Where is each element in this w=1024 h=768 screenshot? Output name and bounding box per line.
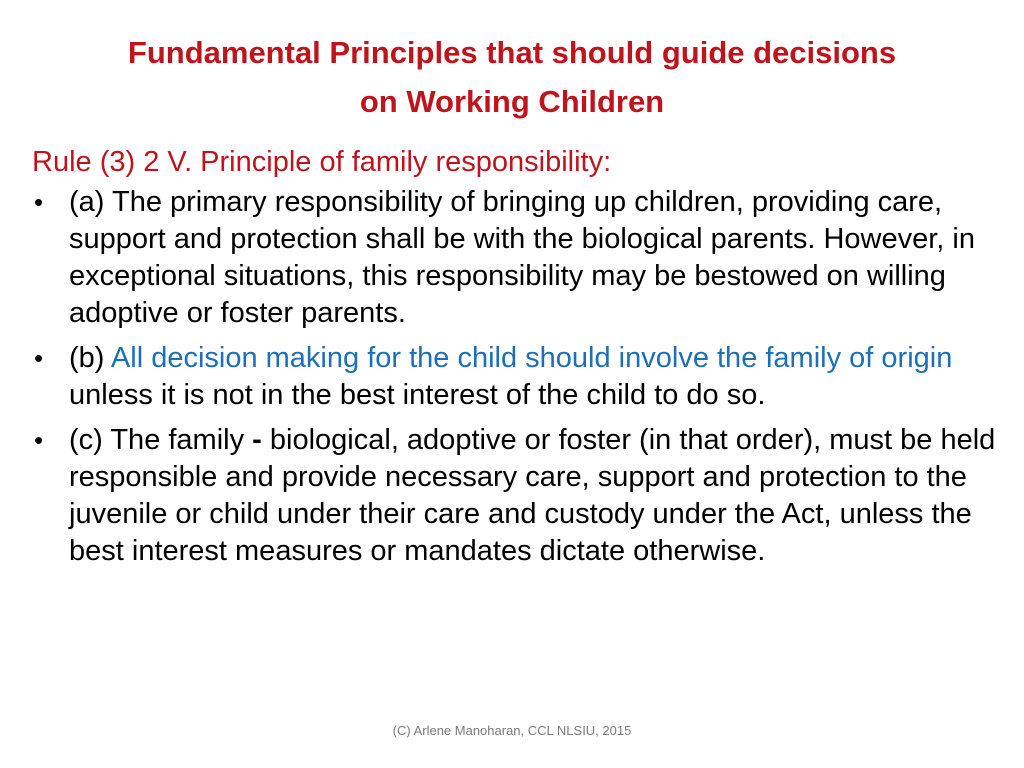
list-item-b-prefix: (b) [69, 342, 111, 374]
list-item-b-highlight: All decision making for the child should involve the family of origin [110, 342, 953, 374]
slide-footer: (C) Arlene Manoharan, CCL NLSIU, 2015 [392, 723, 632, 738]
list-item-a-text: (a) The primary responsibility of bringing up children, providing care, support and protection shall be with the biological parents. However, in exceptional situations, this responsibility may be bestowed on willing adoptive or foster parents. [69, 186, 975, 329]
slide-body [32, 140, 1002, 570]
slide-title-line-2: on Working Children [359, 84, 665, 119]
list-item-b [32, 340, 1002, 414]
bullet-icon: • [34, 425, 44, 455]
slide-title [40, 28, 984, 126]
bullet-icon: • [34, 187, 44, 217]
bullet-icon: • [34, 343, 44, 373]
list-item-c-suffix: biological, adoptive or foster (in that order), must be held responsible and provide necessary care, support and protection to the juvenile or child under their care and custody under the Act, unless the best interest measures or mandates dictate otherwise. [69, 424, 996, 567]
list-item-a [32, 184, 1002, 332]
list-item-c [32, 422, 1002, 570]
slide-title-line-1: Fundamental Principles that should guide decisions [127, 35, 897, 70]
list-item-c-dash: - [252, 424, 262, 456]
list-item-c-prefix: (c) The family [69, 424, 253, 456]
list-item-b-suffix: unless it is not in the best interest of the child to do so. [69, 379, 766, 411]
principle-list [32, 184, 1002, 570]
rule-subheading: Rule (3) 2 V. Principle of family responsibility: [32, 146, 612, 178]
